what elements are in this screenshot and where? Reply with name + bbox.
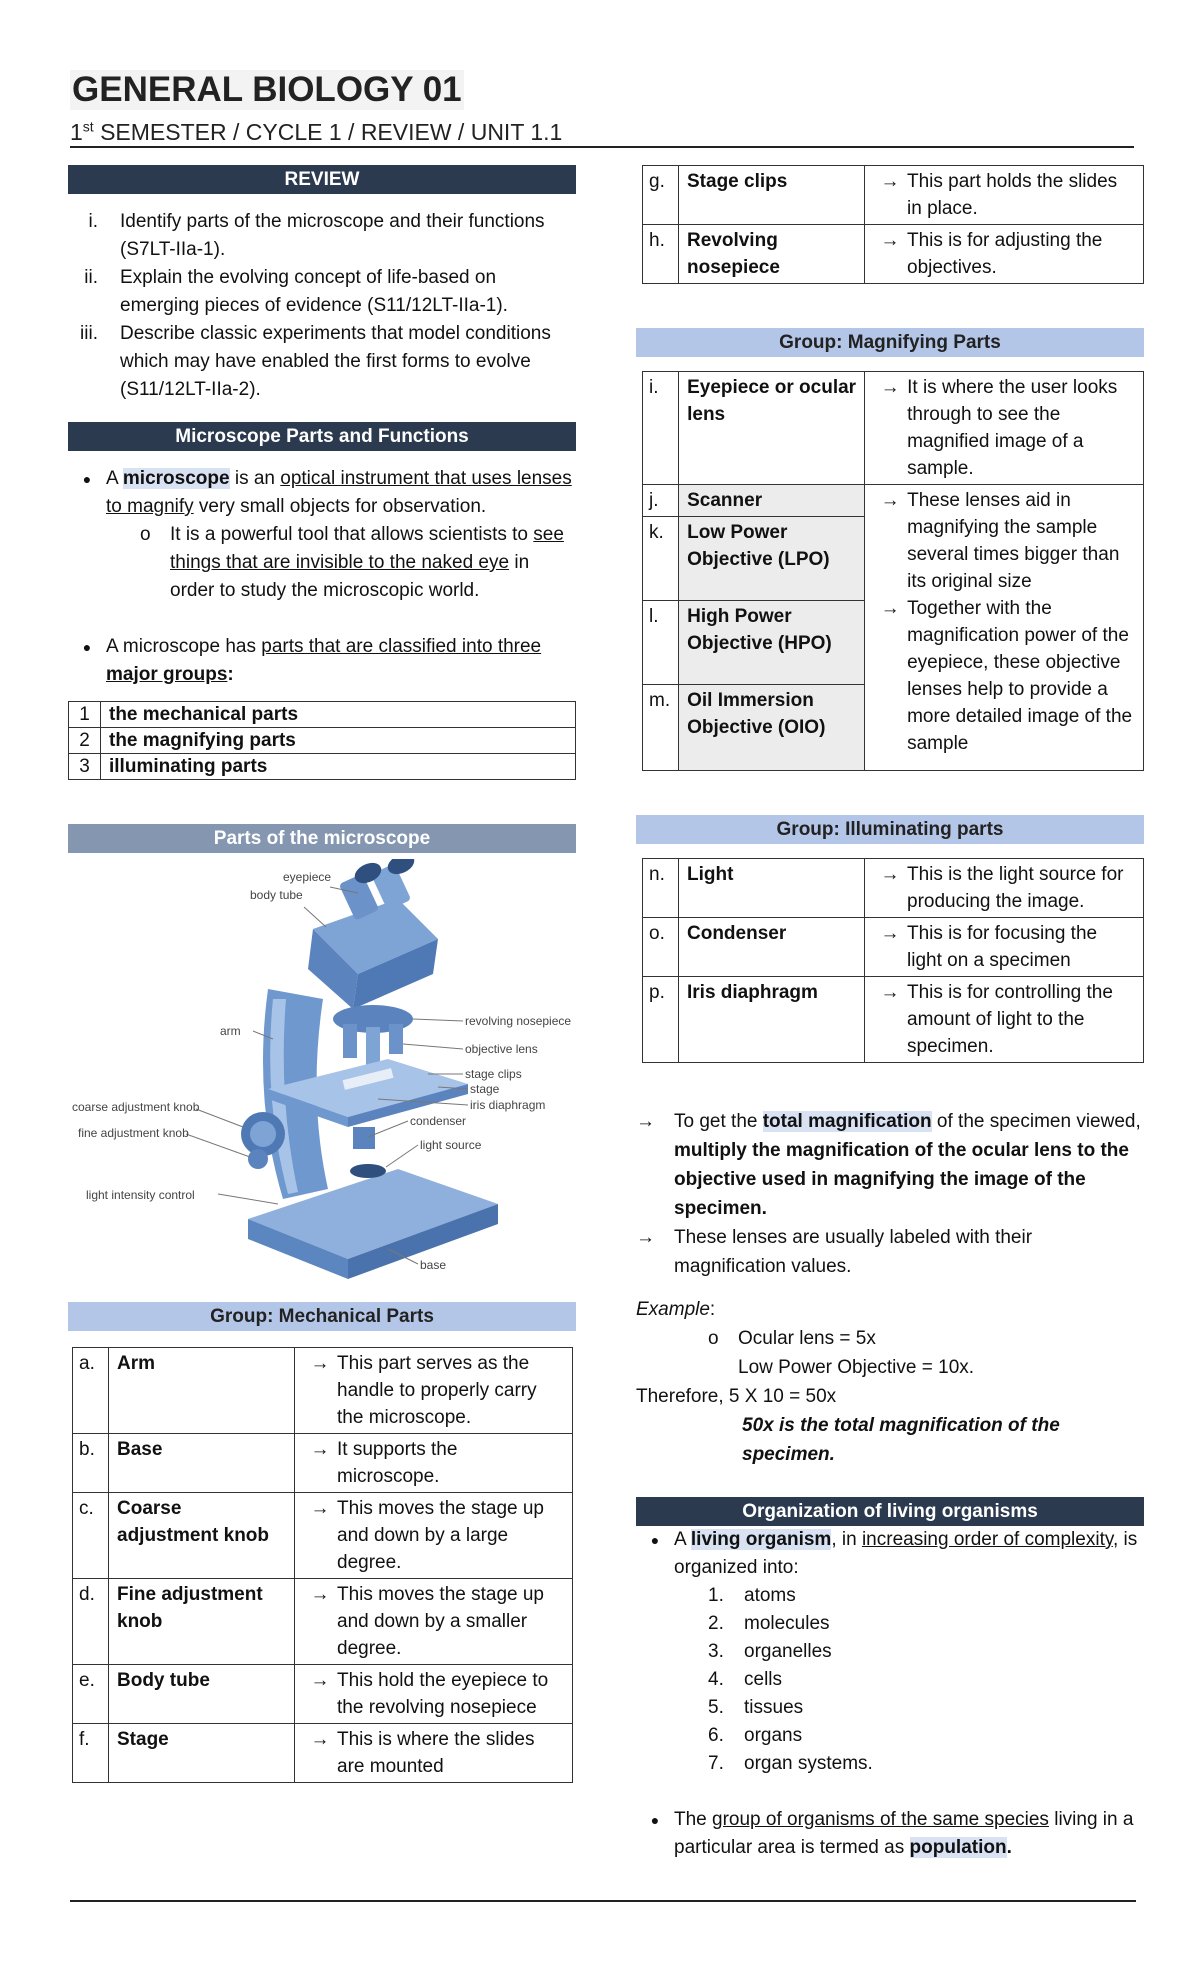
table-row: c. Coarse adjustment knob → This moves the stage up and down by a large degree. [73, 1493, 573, 1579]
light-source-shape [350, 1164, 386, 1178]
circle-bullet-icon: o [140, 524, 151, 545]
diagram-label-stage: stage [470, 1082, 500, 1096]
subtitle-text: SEMESTER / CYCLE 1 / REVIEW / UNIT 1.1 [93, 118, 563, 145]
table-row: d. Fine adjustment knob → This moves the stage up and down by a smaller degree. [73, 1579, 573, 1665]
microscope-heading: Microscope Parts and Functions [68, 422, 576, 451]
illuminating-table [642, 858, 1144, 1063]
diagram-label-body-tube: body tube [250, 888, 303, 902]
magnifying-table [642, 371, 1144, 771]
bullet-icon: ● [650, 1532, 660, 1548]
list-item: 2. molecules [708, 1613, 830, 1634]
page-title: GENERAL BIOLOGY 01 [72, 70, 462, 109]
fine-knob-shape [248, 1149, 268, 1169]
table-row: l. High Power Objective (HPO) [643, 601, 1144, 685]
diagram-label-light-intensity: light intensity control [86, 1188, 195, 1202]
mechanical-table-continued [642, 165, 1144, 284]
semester-superscript: st [82, 117, 94, 134]
arrow-icon: → [880, 864, 900, 885]
diagram-label-stage-clips: stage clips [465, 1067, 522, 1081]
microscope-subpoint: o It is a powerful tool that allows scientists to see things that are invisible to the naked eye in order to study the microscopic world. [140, 521, 576, 605]
arrow-icon: → [636, 1111, 655, 1132]
arrow-icon: → [310, 1729, 330, 1750]
list-item: iii. Describe classic experiments that model conditions which may have enabled the first forms to evolve (S11/12LT-IIa-2). [80, 323, 551, 400]
list-item: 3. organelles [708, 1641, 832, 1662]
example-block: Example: o Ocular lens = 5x Low Power Objective = 10x. Therefore, 5 X 10 = 50x 50x is the total magnification of the specimen. [636, 1299, 1060, 1465]
microscope-diagram [68, 859, 576, 1289]
diagram-label-condenser: condenser [410, 1114, 467, 1128]
table-row: 3 illuminating parts [69, 754, 576, 780]
condenser-shape [353, 1127, 375, 1149]
table-row: a. Arm → This part serves as the handle to properly carry the microscope. [73, 1348, 573, 1434]
diagram-label-revolving-nosepiece: revolving nosepiece [465, 1014, 572, 1028]
table-row: b. Base → It supports the microscope. [73, 1434, 573, 1493]
arrow-icon: → [880, 377, 900, 398]
table-row: n. Light → This is the light source for producing the image. [643, 859, 1144, 918]
table-row: o. Condenser → This is for focusing the light on a specimen [643, 918, 1144, 977]
diagram-label-eyepiece: eyepiece [283, 870, 332, 884]
diagram-label-coarse-knob: coarse adjustment knob [72, 1100, 200, 1114]
diagram-label-fine-knob: fine adjustment knob [78, 1126, 189, 1140]
left-column [68, 165, 576, 1783]
table-row: j. Scanner → These lenses aid in magnifying the sample several times bigger than its original size → Together with the magnification power of the eyepiece, these objective lenses help to provide a more detailed image of the sample [643, 485, 1144, 517]
arrow-icon: → [880, 923, 900, 944]
mechanical-heading: Group: Mechanical Parts [68, 1302, 576, 1331]
arrow-icon: → [310, 1439, 330, 1460]
groups-table [68, 701, 576, 780]
diagram-label-light-source: light source [420, 1138, 482, 1152]
arrow-icon: → [310, 1353, 330, 1374]
diagram-label-objective-lens: objective lens [465, 1042, 538, 1056]
microscope-definition: ● A microscope is an optical instrument that uses lenses to magnify very small objects for observation. [68, 465, 576, 521]
arrow-icon: → [880, 230, 900, 251]
mechanical-table [72, 1347, 573, 1783]
diagram-label-iris-diaphragm: iris diaphragm [470, 1098, 546, 1112]
bullet-icon: ● [82, 639, 92, 655]
table-row: p. Iris diaphragm → This is for controlling the amount of light to the specimen. [643, 977, 1144, 1063]
table-row: 2 the magnifying parts [69, 728, 576, 754]
table-row: h. Revolving nosepiece → This is for adjusting the objectives. [643, 225, 1144, 284]
population-definition: ● The group of organisms of the same species living in a particular area is termed as population. [636, 1806, 1144, 1862]
list-item: i. Identify parts of the microscope and their functions (S7LT-IIa-1). [88, 211, 545, 260]
list-item: 6. organs [708, 1725, 803, 1746]
table-row: f. Stage → This is where the slides are mounted [73, 1724, 573, 1783]
list-item: 1. atoms [708, 1585, 796, 1606]
arrow-icon: → [310, 1670, 330, 1691]
bullet-icon: ● [650, 1812, 660, 1828]
arrow-icon: → [310, 1584, 330, 1605]
diagram-heading: Parts of the microscope [68, 824, 576, 853]
arrow-icon: → [636, 1227, 655, 1248]
arrow-icon: → [880, 982, 900, 1003]
arrow-icon: → [880, 171, 900, 192]
footer-rule [70, 1900, 1136, 1902]
page-subtitle [70, 115, 1130, 150]
header-rule [70, 146, 1134, 148]
diagram-label-arm: arm [220, 1024, 241, 1038]
illuminating-heading: Group: Illuminating parts [636, 815, 1144, 844]
page-header [70, 70, 1130, 149]
organization-intro: ● A living organism, in increasing order of complexity, is organized into: [636, 1526, 1144, 1582]
right-column [636, 165, 1144, 1862]
table-row: 1 the mechanical parts [69, 702, 576, 728]
diagram-label-base: base [420, 1258, 447, 1272]
table-row: e. Body tube → This hold the eyepiece to the revolving nosepiece [73, 1665, 573, 1724]
table-row: i. Eyepiece or ocular lens → It is where the user looks through to see the magnified image of a sample. [643, 372, 1144, 485]
objectives-list [68, 208, 576, 404]
groups-intro: ● A microscope has parts that are classified into three major groups: [68, 633, 576, 689]
magnification-rule: → To get the total magnification of the specimen viewed, multiply the magnification of the ocular lens to the objective used in magnifying the image of the specimen. [636, 1107, 1144, 1223]
organization-levels [708, 1582, 1144, 1778]
semester-number: 1 [70, 118, 83, 145]
review-heading: REVIEW [68, 165, 576, 194]
magnifying-heading: Group: Magnifying Parts [636, 328, 1144, 357]
objective-shape [343, 1024, 357, 1058]
arrow-icon: → [880, 490, 900, 511]
circle-bullet-icon: o [708, 1328, 719, 1349]
magnification-note: → These lenses are usually labeled with their magnification values. [636, 1223, 1144, 1281]
arrow-icon: → [310, 1498, 330, 1519]
magnification-section [636, 1107, 1144, 1469]
arrow-icon: → [880, 598, 900, 619]
list-item: ii. Explain the evolving concept of life-based on emerging pieces of evidence (S11/12LT-IIa-1). [84, 267, 508, 316]
table-row: g. Stage clips → This part holds the slides in place. [643, 166, 1144, 225]
list-item: 5. tissues [708, 1697, 804, 1718]
list-item: 7. organ systems. [708, 1753, 873, 1774]
organization-heading: Organization of living organisms [636, 1497, 1144, 1526]
table-row: m. Oil Immersion Objective (OIO) [643, 685, 1144, 771]
table-row: k. Low Power Objective (LPO) [643, 517, 1144, 601]
example-label: Example [636, 1299, 710, 1320]
list-item: 4. cells [708, 1669, 783, 1690]
bullet-icon: ● [82, 471, 92, 487]
